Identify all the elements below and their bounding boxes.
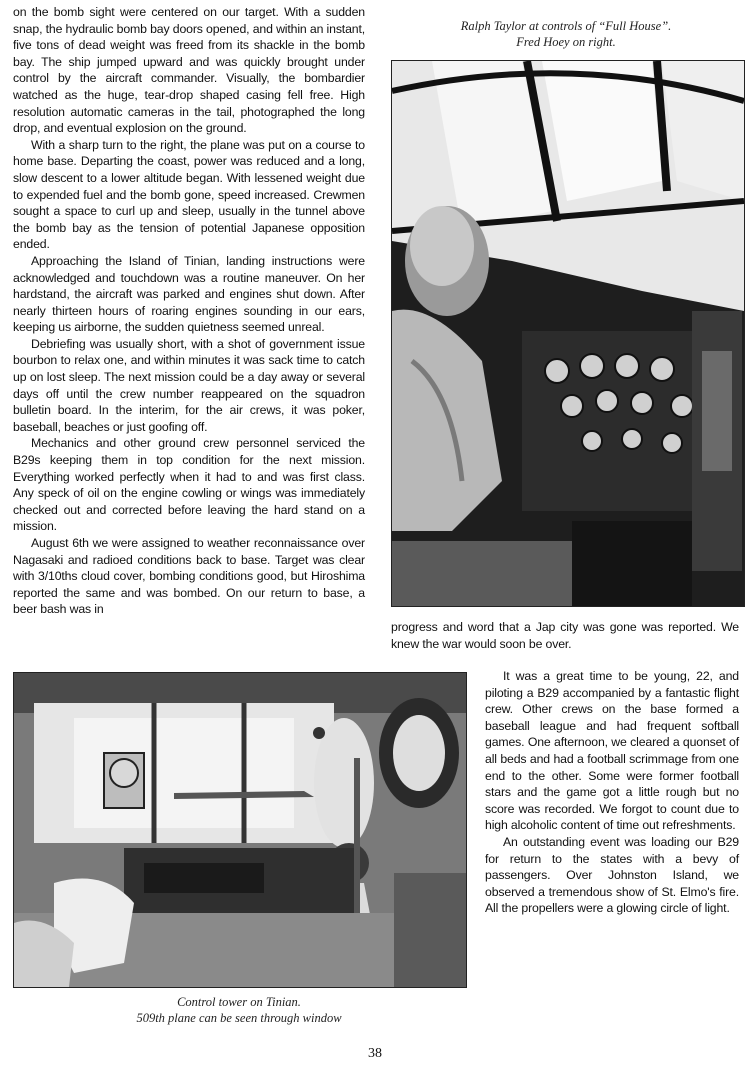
wrapped-text-column <box>485 668 739 917</box>
control-tower-caption <box>10 994 468 1026</box>
paragraph: With a sharp turn to the right, the plane was put on a course to home base. Departing the coast, power was reduced and a long, slow descent to a lower altitude began. With lessened weight due to expended fuel and the bomb gone, speed increased. Crewmen sought a space to curl up and sleep, usually in the tunnel above the bomb bay as the tension of potential Japanese opposition ended. <box>13 137 365 252</box>
cockpit-photo-caption <box>390 18 742 50</box>
caption-line: 509th plane can be seen through window <box>136 1011 342 1025</box>
paragraph: It was a great time to be young, 22, and piloting a B29 accompanied by a fantastic flight crew. Other crews on the base formed a baseball league and had frequent softball games. One afternoon, we cleared a quonset of all beds and had a football scrimmage from one end to the other. Some were former football stars and the game got a little rough but no score was recorded. We forgot to count due to high alcoholic content of time out refreshments. <box>485 669 739 833</box>
paragraph: on the bomb sight were centered on our target. With a sudden snap, the hydraulic bomb bay doors opened, and within an instant, five tons of dead weight was freed from its shackle in the bomb bay. The ship jumped upward and was quickly brought under control by the aircraft commander. Visually, the bombardier watched as the huge, tear-drop shaped casing fell free. High resolution automatic cameras in the tail, photographed the long drop, and eventual explosion on the ground. <box>13 5 365 136</box>
cockpit-photo <box>391 60 745 607</box>
paragraph: An outstanding event was loading our B29 for return to the states with a bevy of passengers. Over Johnston Island, we observed a tremendous show of St. Elmo's fire. All the propellers were a glowing circle of light. <box>485 834 739 916</box>
paragraph: Debriefing was usually short, with a shot of government issue bourbon to relax one, and within minutes it was sack time to catch up on lost sleep. The next mission could be a day away or several days off until the crew number reappeared on the squadron bulletin board. In the interim, for the air crews, it was poker, baseball, beaches or just goofing off. <box>13 336 365 434</box>
page-number: 38 <box>368 1046 382 1061</box>
paragraph: August 6th we were assigned to weather reconnaissance over Nagasaki and radioed conditions back to base. Target was clear with 3/10ths cloud cover, bombing conditions good, but Hiroshima reported the same and was bombed. On our return to base, a beer bash was in <box>13 536 365 617</box>
right-text-column <box>391 619 739 652</box>
paragraph: Approaching the Island of Tinian, landing instructions were acknowledged and touchdown was a routine maneuver. On her hardstand, the aircraft was parked and engines shut down. After nearly thirteen hours of roaring engines sounding in our ears, keeping us airborne, the sudden quietness seemed unreal. <box>13 253 365 335</box>
control-tower-photo <box>13 672 467 988</box>
caption-line: Fred Hoey on right. <box>516 35 616 49</box>
caption-line: Control tower on Tinian. <box>177 995 301 1009</box>
control-tower-photo-image <box>14 673 466 987</box>
cockpit-photo-image <box>392 61 744 606</box>
left-text-column <box>13 4 365 618</box>
paragraph: progress and word that a Jap city was gone was reported. We knew the war would soon be over. <box>391 620 739 651</box>
paragraph: Mechanics and other ground crew personnel serviced the B29s keeping them in top condition for the next mission. Everything worked perfectly when it had to and was first class. Any speck of oil on the engine cowling or wings was immediately checked out and corrected before leaving the hard stand on a mission. <box>13 436 365 534</box>
caption-line: Ralph Taylor at controls of “Full House”. <box>460 19 672 33</box>
